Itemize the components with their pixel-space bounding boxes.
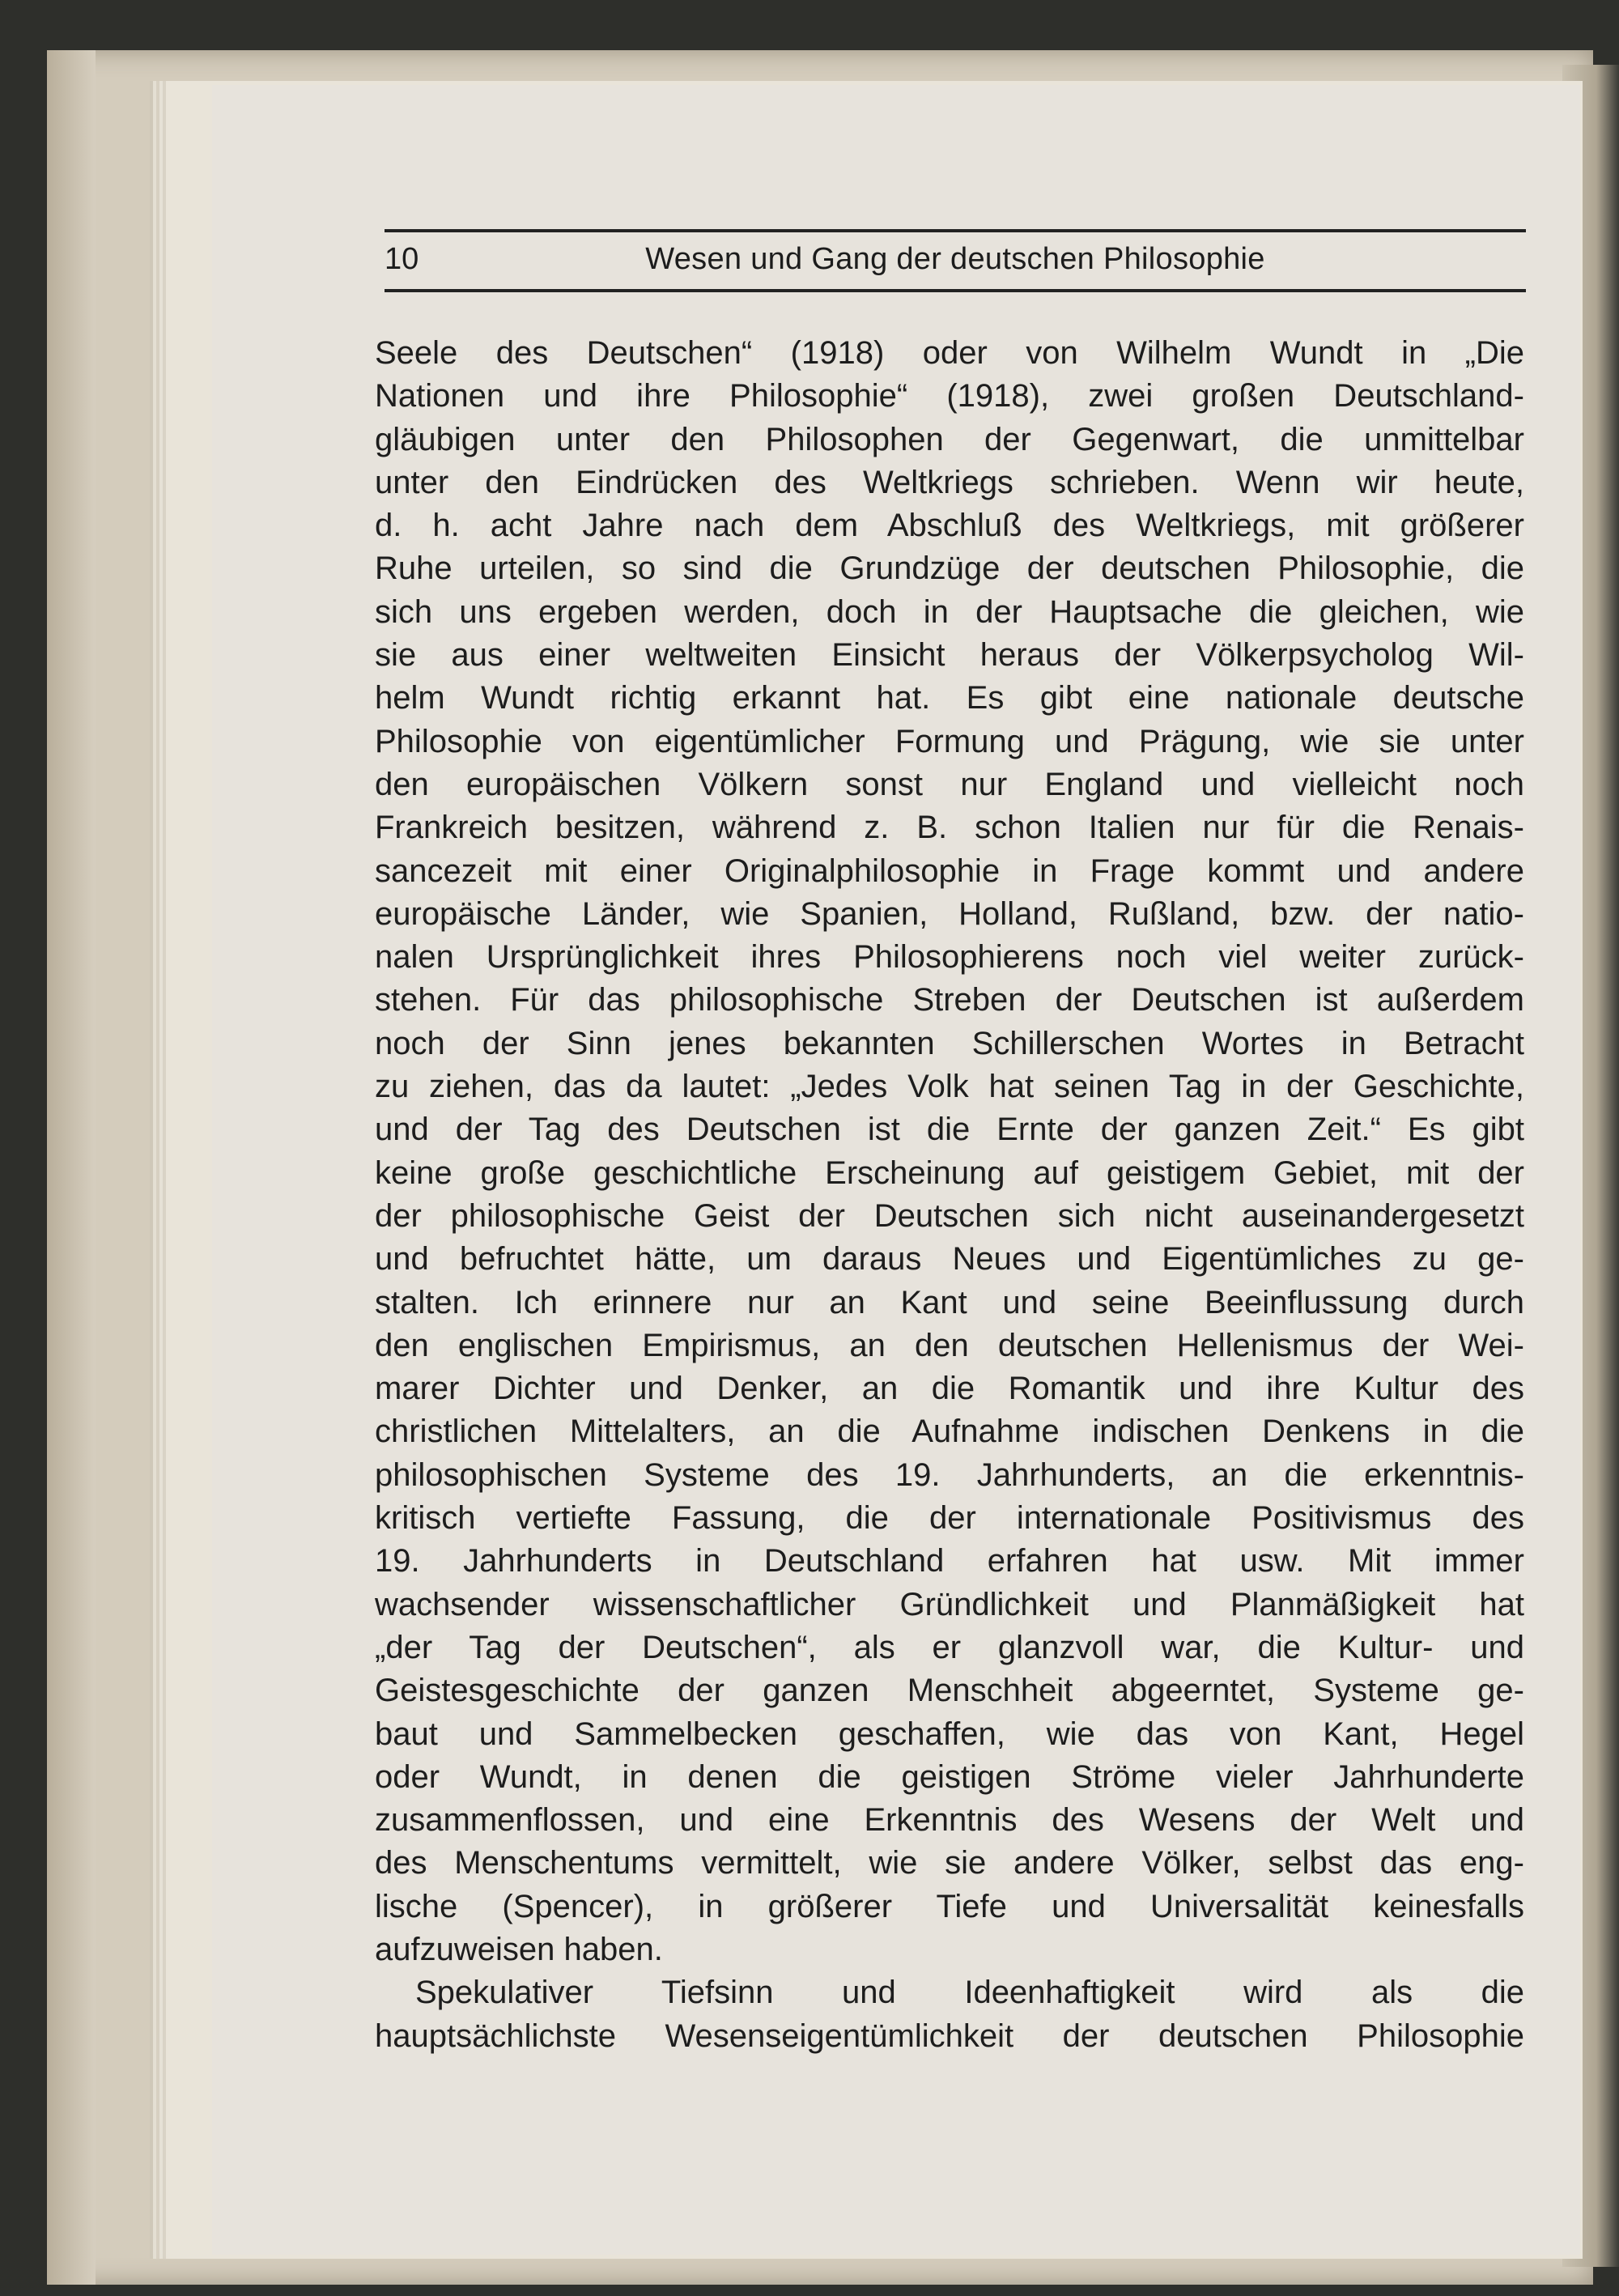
text-line: nalen Ursprünglichkeit ihres Philosophierens noch viel weiter zurück- (375, 939, 1524, 976)
text-line: keine große geschichtliche Erscheinung auf geistigem Gebiet, mit der (375, 1154, 1524, 1191)
text-line: helm Wundt richtig erkannt hat. Es gibt eine nationale deutsche (375, 680, 1524, 716)
text-line: baut und Sammelbecken geschaffen, wie das von Kant, Hegel (375, 1716, 1524, 1752)
text-line: unter den Eindrücken des Weltkriegs schrieben. Wenn wir heute, (375, 464, 1524, 500)
text-line: oder Wundt, in denen die geistigen Ströme vieler Jahrhunderte (375, 1758, 1524, 1795)
text-line: christlichen Mittelalters, an die Aufnahme indischen Denkens in die (375, 1414, 1524, 1450)
text-line: zusammenflossen, und eine Erkenntnis des Wesens der Welt und (375, 1802, 1524, 1839)
text-line: lische (Spencer), in größerer Tiefe und Universalität keinesfalls (375, 1888, 1524, 1924)
text-line: noch der Sinn jenes bekannten Schillerschen Wortes in Betracht (375, 1025, 1524, 1061)
text-line: und der Tag des Deutschen ist die Ernte der ganzen Zeit.“ Es gibt (375, 1112, 1524, 1148)
text-line: 19. Jahrhunderts in Deutschland erfahren hat usw. Mit immer (375, 1543, 1524, 1580)
text-line: der philosophische Geist der Deutschen sich nicht auseinandergesetzt (375, 1197, 1524, 1234)
text-line: Philosophie von eigentümlicher Formung und Prägung, wie sie unter (375, 723, 1524, 759)
running-header (385, 229, 1526, 292)
cover-edge (47, 50, 96, 2285)
text-line: gläubigen unter den Philosophen der Gegenwart, die unmittelbar (375, 421, 1524, 457)
text-line: Ruhe urteilen, so sind die Grundzüge der deutschen Philosophie, die (375, 551, 1524, 587)
running-title: Wesen und Gang der deutschen Philosophie (645, 242, 1265, 276)
text-line: stehen. Für das philosophische Streben der Deutschen ist außerdem (375, 982, 1524, 1018)
text-line: den europäischen Völkern sonst nur England und vielleicht noch (375, 766, 1524, 802)
text-line: sich uns ergeben werden, doch in der Hauptsache die gleichen, wie (375, 593, 1524, 630)
text-line: wachsender wissenschaftlicher Gründlichkeit und Planmäßigkeit hat (375, 1586, 1524, 1622)
text-line: Spekulativer Tiefsinn und Ideenhaftigkeit wird als die (415, 1975, 1524, 2011)
text-line: kritisch vertiefte Fassung, die der internationale Positivismus des (375, 1500, 1524, 1537)
text-line: Seele des Deutschen“ (1918) oder von Wilhelm Wundt in „Die (375, 335, 1524, 371)
text-line: stalten. Ich erinnere nur an Kant und seine Beeinflussung durch (375, 1284, 1524, 1320)
text-line: zu ziehen, das da lautet: „Jedes Volk hat seinen Tag in der Geschichte, (375, 1069, 1524, 1105)
text-line: sancezeit mit einer Originalphilosophie in Frage kommt und andere (375, 852, 1524, 889)
text-line: sie aus einer weltweiten Einsicht heraus der Völkerpsycholog Wil- (375, 637, 1524, 674)
text-line: Frankreich besitzen, während z. B. schon Italien nur für die Renais- (375, 810, 1524, 846)
text-line: Nationen und ihre Philosophie“ (1918), zwei großen Deutschland- (375, 378, 1524, 415)
text-line: den englischen Empirismus, an den deutschen Hellenismus der Wei- (375, 1327, 1524, 1363)
page-number: 10 (385, 242, 419, 276)
text-line: hauptsächlichste Wesenseigentümlichkeit der deutschen Philosophie (375, 2018, 1524, 2054)
body-text (375, 332, 1524, 2058)
text-line: des Menschentums vermittelt, wie sie andere Völker, selbst das eng- (375, 1845, 1524, 1881)
text-line: „der Tag der Deutschen“, als er glanzvoll war, die Kultur- und (375, 1629, 1524, 1665)
text-line: aufzuweisen haben. (375, 1931, 663, 1967)
text-line: europäische Länder, wie Spanien, Holland, Rußland, bzw. der natio- (375, 895, 1524, 932)
text-line: und befruchtet hätte, um daraus Neues und Eigentümliches zu ge- (375, 1241, 1524, 1278)
text-line: d. h. acht Jahre nach dem Abschluß des Weltkriegs, mit größerer (375, 508, 1524, 544)
text-line: philosophischen Systeme des 19. Jahrhunderts, an die erkenntnis- (375, 1456, 1524, 1493)
text-line: marer Dichter und Denker, an die Romantik und ihre Kultur des (375, 1371, 1524, 1407)
text-line: Geistesgeschichte der ganzen Menschheit abgeerntet, Systeme ge- (375, 1673, 1524, 1709)
